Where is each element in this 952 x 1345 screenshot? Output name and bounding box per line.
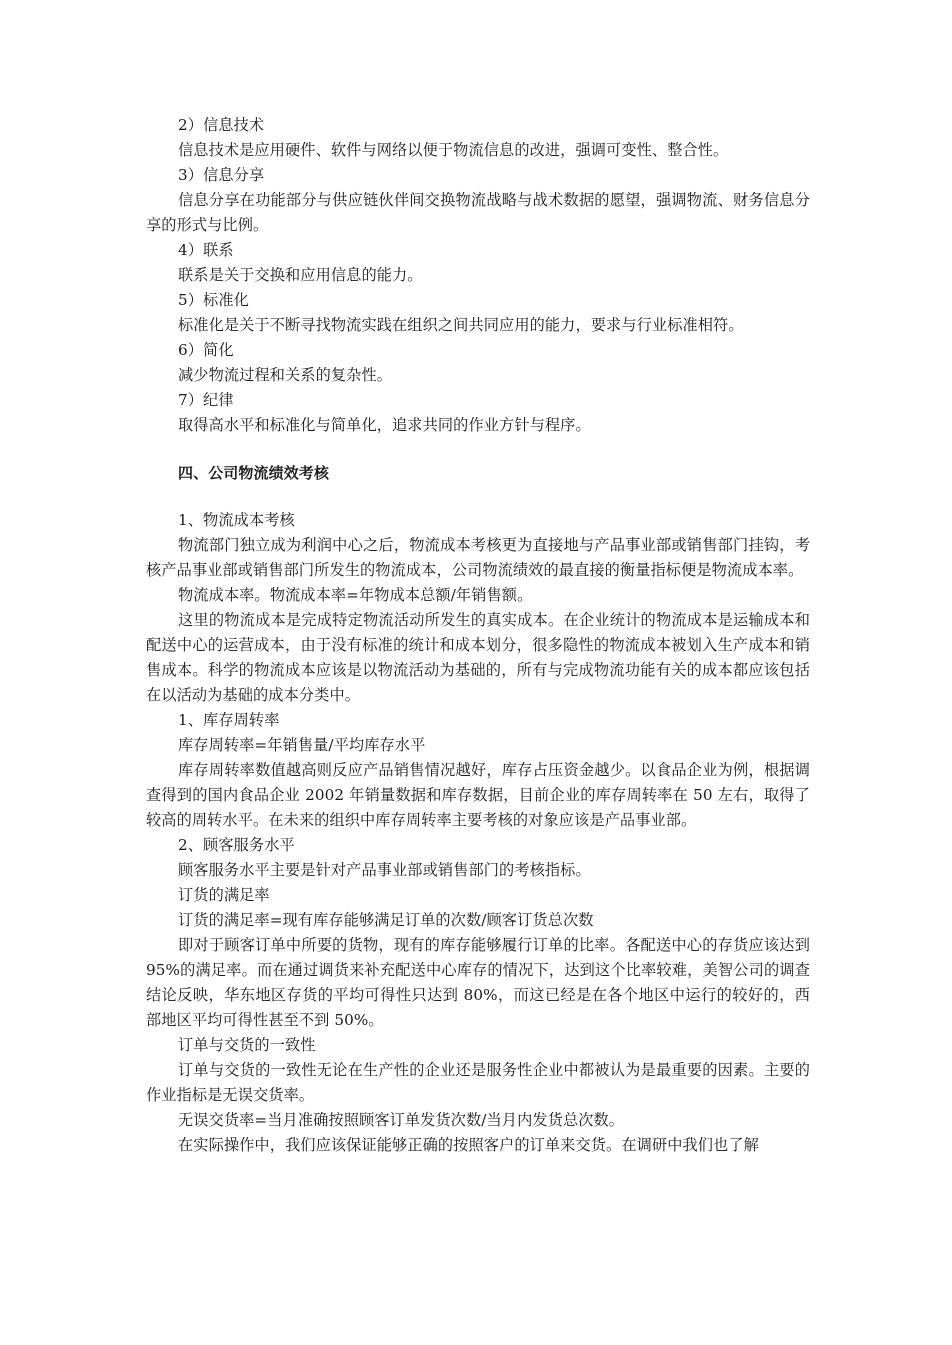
paragraph: 信息分享在功能部分与供应链伙伴间交换物流战略与战术数据的愿望，强调物流、财务信息分享的形式与比例。 (146, 191, 810, 234)
spacer (146, 438, 810, 448)
section-heading: 四、公司物流绩效考核 (178, 464, 330, 482)
subheading-fill-rate: 订货的满足率 (178, 886, 270, 904)
formula-fill-rate: 订货的满足率=现有库存能够满足订单的次数/顾客订货总次数 (178, 911, 594, 929)
list-heading-it: 2）信息技术 (178, 116, 265, 134)
paragraph: 联系是关于交换和应用信息的能力。 (178, 266, 423, 284)
paragraph: 即对于顾客订单中所要的货物，现有的库存能够履行订单的比率。各配送中心的存货应该达到 95%的满足率。而在通过调货来补充配送中心库存的情况下，达到这个比率较难，美智公司的调查结论反映，华东地区存货的平均可得性只达到 80%，而这已经是在各个地区中运行的较好的，西部地区平均可得性甚至不到 50%。 (146, 936, 810, 1029)
spacer (146, 498, 810, 508)
list-heading-sharing: 3）信息分享 (178, 166, 265, 184)
subheading-inventory: 1、库存周转率 (178, 711, 280, 729)
paragraph: 标准化是关于不断寻找物流实践在组织之间共同应用的能力，要求与行业标准相符。 (178, 316, 744, 334)
list-heading-standardization: 5）标准化 (178, 291, 249, 309)
paragraph: 订单与交货的一致性无论在生产性的企业还是服务性企业中都被认为是最重要的因素。主要的作业指标是无误交货率。 (146, 1061, 810, 1104)
paragraph: 在实际操作中，我们应该保证能够正确的按照客户的订单来交货。在调研中我们也了解 (178, 1136, 759, 1154)
paragraph: 这里的物流成本是完成特定物流活动所发生的真实成本。在企业统计的物流成本是运输成本和配送中心的运营成本，由于没有标准的统计和成本划分，很多隐性的物流成本被划入生产成本和销售成本。科学的物流成本应该是以物流活动为基础的，所有与完成物流功能有关的成本都应该包括在以活动为基础的成本分类中。 (146, 611, 810, 704)
list-heading-connection: 4）联系 (178, 241, 234, 259)
document-page (146, 113, 810, 1158)
subheading-cost: 1、物流成本考核 (178, 511, 295, 529)
paragraph: 取得高水平和标准化与简单化，追求共同的作业方针与程序。 (178, 416, 591, 434)
section-info-items (146, 113, 810, 438)
list-heading-simplification: 6）简化 (178, 341, 234, 359)
formula-accurate-delivery: 无误交货率=当月准确按照顾客订单发货次数/当月内发货总次数。 (178, 1111, 625, 1129)
paragraph: 信息技术是应用硬件、软件与网络以便于物流信息的改进，强调可变性、整合性。 (178, 141, 729, 159)
subheading-service: 2、顾客服务水平 (178, 836, 295, 854)
paragraph: 库存周转率数值越高则反应产品销售情况越好，库存占压资金越少。以食品企业为例，根据调查得到的国内食品企业 2002 年销量数据和库存数据，目前企业的库存周转率在 50 左右，取得了较高的周转水平。在未来的组织中库存周转率主要考核的对象应该是产品事业部。 (146, 761, 810, 829)
section-performance (146, 508, 810, 1158)
subheading-consistency: 订单与交货的一致性 (178, 1036, 316, 1054)
paragraph: 物流部门独立成为利润中心之后，物流成本考核更为直接地与产品事业部或销售部门挂钩，考核产品事业部或销售部门所发生的物流成本，公司物流绩效的最直接的衡量指标便是物流成本率。 (146, 536, 810, 579)
paragraph: 顾客服务水平主要是针对产品事业部或销售部门的考核指标。 (178, 861, 591, 879)
list-heading-discipline: 7）纪律 (178, 391, 234, 409)
formula-inventory-turnover: 库存周转率=年销售量/平均库存水平 (178, 736, 426, 754)
paragraph: 减少物流过程和关系的复杂性。 (178, 366, 393, 384)
formula-cost-rate: 物流成本率。物流成本率=年物成本总额/年销售额。 (178, 586, 533, 604)
